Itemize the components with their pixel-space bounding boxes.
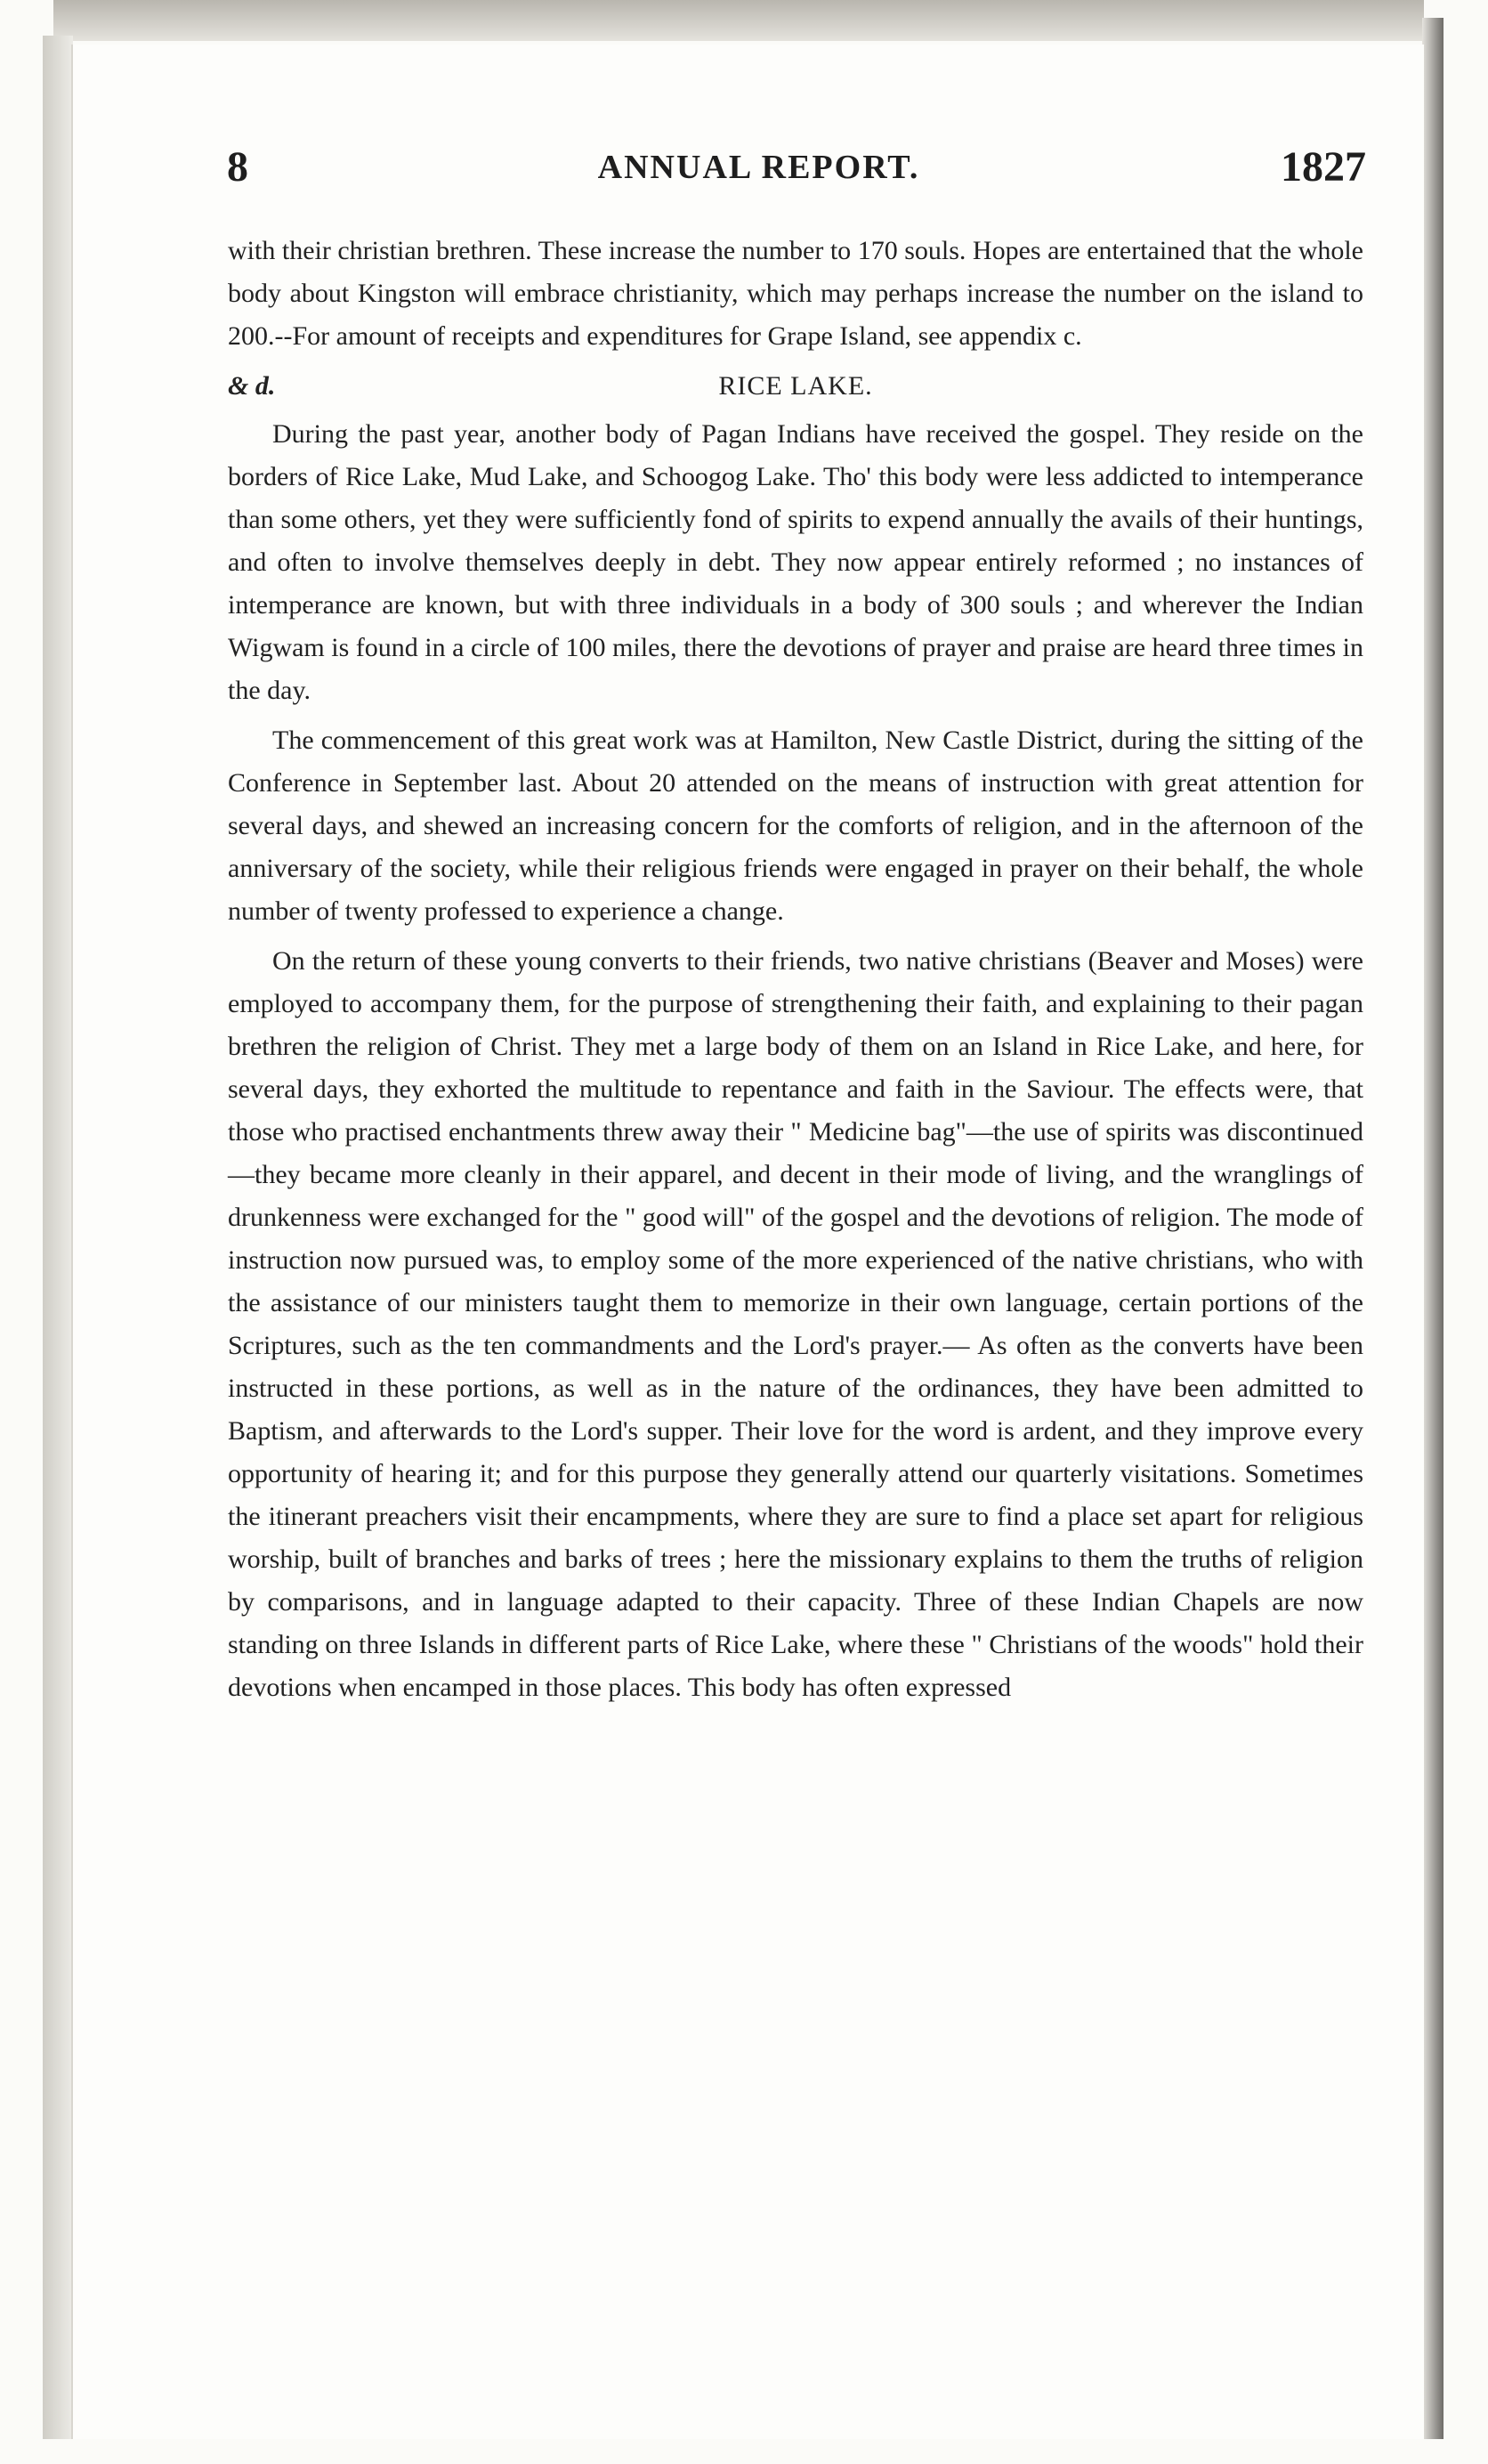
appendix-reference: & d.: [228, 371, 276, 401]
running-title: ANNUAL REPORT.: [597, 149, 920, 186]
section-heading-line: [228, 365, 1363, 408]
page-header: [151, 142, 1366, 196]
intro-paragraph: with their christian brethren. These increase the number to 170 souls. Hopes are entertained that the whole body about Kingston will embrace christianity, which may perhaps increase the number on the island to 200.--For amount of receipts and expenditures for Grape Island, see appendix c.: [228, 236, 1363, 351]
page-year: 1827: [1281, 143, 1366, 190]
section-heading: RICE LAKE.: [718, 371, 873, 401]
paragraph: On the return of these young converts to their friends, two native christians (Beaver and Moses) were employed to accompany them, for the purpose of strengthening their faith, and explaining to their pagan brethren the religion of Christ. They met a large body of them on an Island in Rice Lake, and here, for several days, they exhorted the multitude to repentance and faith in the Saviour. The effects were, that those who practised enchantments threw away their " Medicine bag"—the use of spirits was discontinued—they became more cleanly in their apparel, and decent in their mode of living, and the wranglings of drunkenness were exchanged for the " good will" of the gospel and the devotions of religion. The mode of instruction now pursued was, to employ some of the more experienced of the native christians, who with the assistance of our ministers taught them to memorize in their own language, certain portions of the Scriptures, such as the ten commandments and the Lord's prayer.— As often as the converts have been instructed in these portions, as well as in the nature of the ordinances, they have been admitted to Baptism, and afterwards to the Lord's supper. Their love for the word is ardent, and they improve every opportunity of hearing it; and for this purpose they generally attend our quarterly visitations. Sometimes the itinerant preachers visit their encampments, where they are sure to find a place set apart for religious worship, built of branches and barks of trees ; here the missionary explains to them the truths of religion by comparisons, and in language adapted to their capacity. Three of these Indian Chapels are now standing on three Islands in different parts of Rice Lake, where these " Christians of the woods" hold their devotions when encamped in those places. This body has often expressed: [228, 946, 1363, 1702]
page-number: 8: [227, 143, 248, 190]
book-spine-shadow: [1422, 18, 1444, 2439]
book-left-edge: [43, 36, 73, 2439]
paragraph: During the past year, another body of Pagan Indians have received the gospel. They reside on the borders of Rice Lake, Mud Lake, and Schoogog Lake. Tho' this body were less addicted to intemperance than some others, yet they were sufficiently fond of spirits to expend annually the avails of their huntings, and often to involve themselves deeply in debt. They now appear entirely reformed ; no instances of intemperance are known, but with three individuals in a body of 300 souls ; and wherever the Indian Wigwam is found in a circle of 100 miles, there the devotions of prayer and praise are heard three times in the day.: [228, 419, 1363, 705]
book-top-edge: [53, 0, 1424, 41]
page-body: [228, 230, 1363, 1716]
paragraph: The commencement of this great work was at Hamilton, New Castle District, during the sitting of the Conference in September last. About 20 attended on the means of instruction with great attention for several days, and shewed an increasing concern for the comforts of religion, and in the afternoon of the anniversary of the society, while their religious friends were engaged in prayer on their behalf, the whole number of twenty professed to experience a change.: [228, 725, 1363, 926]
